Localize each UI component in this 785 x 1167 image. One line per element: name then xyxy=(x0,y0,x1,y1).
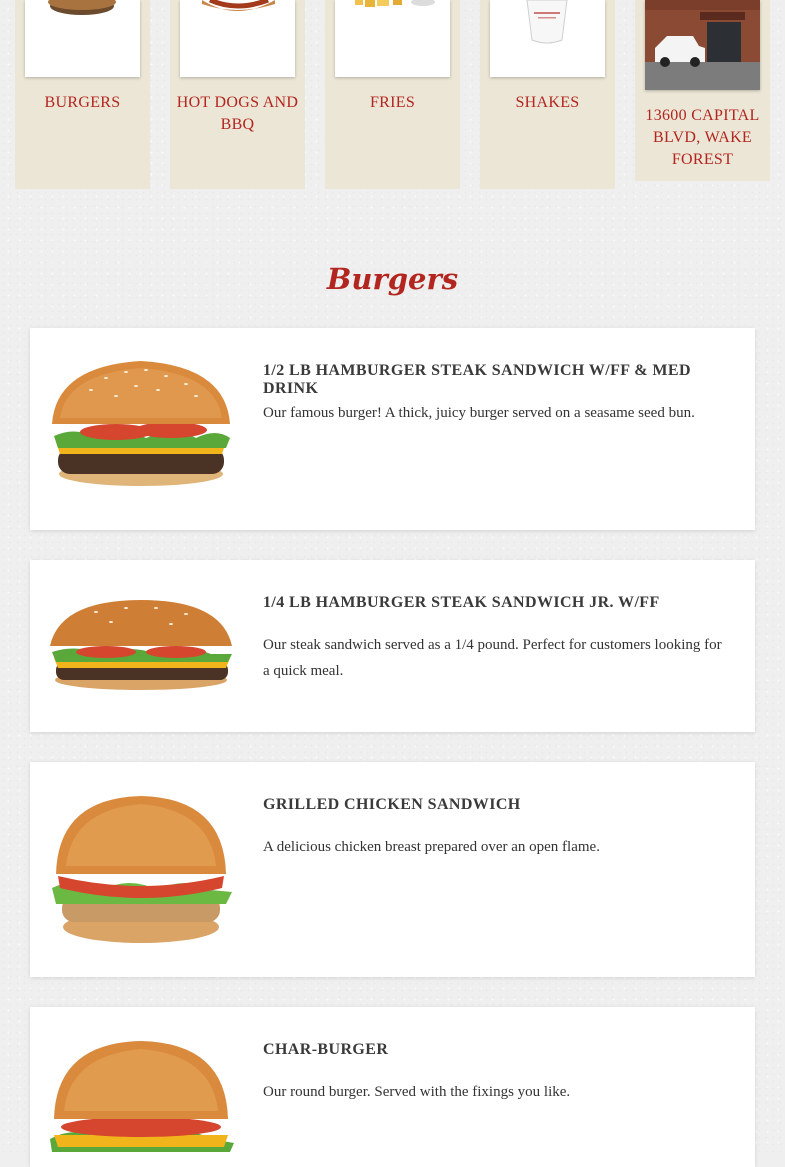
menu-item-description: Our steak sandwich served as a 1/4 pound. Perfect for customers looking for a quick meal. xyxy=(263,637,722,679)
menu-item-card[interactable] xyxy=(30,1007,755,1167)
menu-item-description: Our famous burger! A thick, juicy burger served on a seasame seed bun. xyxy=(263,405,695,421)
storefront-photo xyxy=(645,0,760,90)
hotdog-thumbnail xyxy=(180,0,295,77)
menu-item-card[interactable] xyxy=(30,560,755,732)
fries-thumbnail xyxy=(335,0,450,77)
menu-item-description: A delicious chicken breast prepared over an open flame. xyxy=(263,839,600,855)
category-label: FRIES xyxy=(369,94,416,111)
burger-thumbnail xyxy=(25,0,140,77)
menu-item-name: 1/2 LB HAMBURGER STEAK SANDWICH W/FF & MED DRINK xyxy=(263,362,691,397)
menu-item-name: GRILLED CHICKEN SANDWICH xyxy=(263,796,521,813)
category-hotdogs-bbq[interactable] xyxy=(170,0,305,189)
steak-sandwich-image xyxy=(46,598,236,693)
chicken-sandwich-image xyxy=(46,792,236,947)
category-label: 13600 CAPITAL BLVD, WAKE FOREST xyxy=(645,107,760,168)
menu-item-card[interactable] xyxy=(30,762,755,977)
char-burger-image xyxy=(46,1039,236,1152)
section-title: Burgers xyxy=(326,262,459,296)
category-shakes[interactable] xyxy=(480,0,615,189)
category-label: SHAKES xyxy=(515,94,580,111)
category-fries[interactable] xyxy=(325,0,460,189)
category-nav xyxy=(0,0,785,200)
burger-image xyxy=(46,356,236,491)
menu-item-description: Our round burger. Served with the fixings you like. xyxy=(263,1084,571,1100)
menu-item-name: 1/4 LB HAMBURGER STEAK SANDWICH JR. W/FF xyxy=(263,594,660,611)
category-label: BURGERS xyxy=(44,94,121,111)
shake-cup-thumbnail xyxy=(490,0,605,77)
category-label: HOT DOGS AND BBQ xyxy=(176,94,299,133)
category-location[interactable] xyxy=(635,0,770,181)
menu-item-name: CHAR-BURGER xyxy=(263,1041,389,1058)
category-burgers[interactable] xyxy=(15,0,150,189)
menu-item-card[interactable] xyxy=(30,328,755,530)
